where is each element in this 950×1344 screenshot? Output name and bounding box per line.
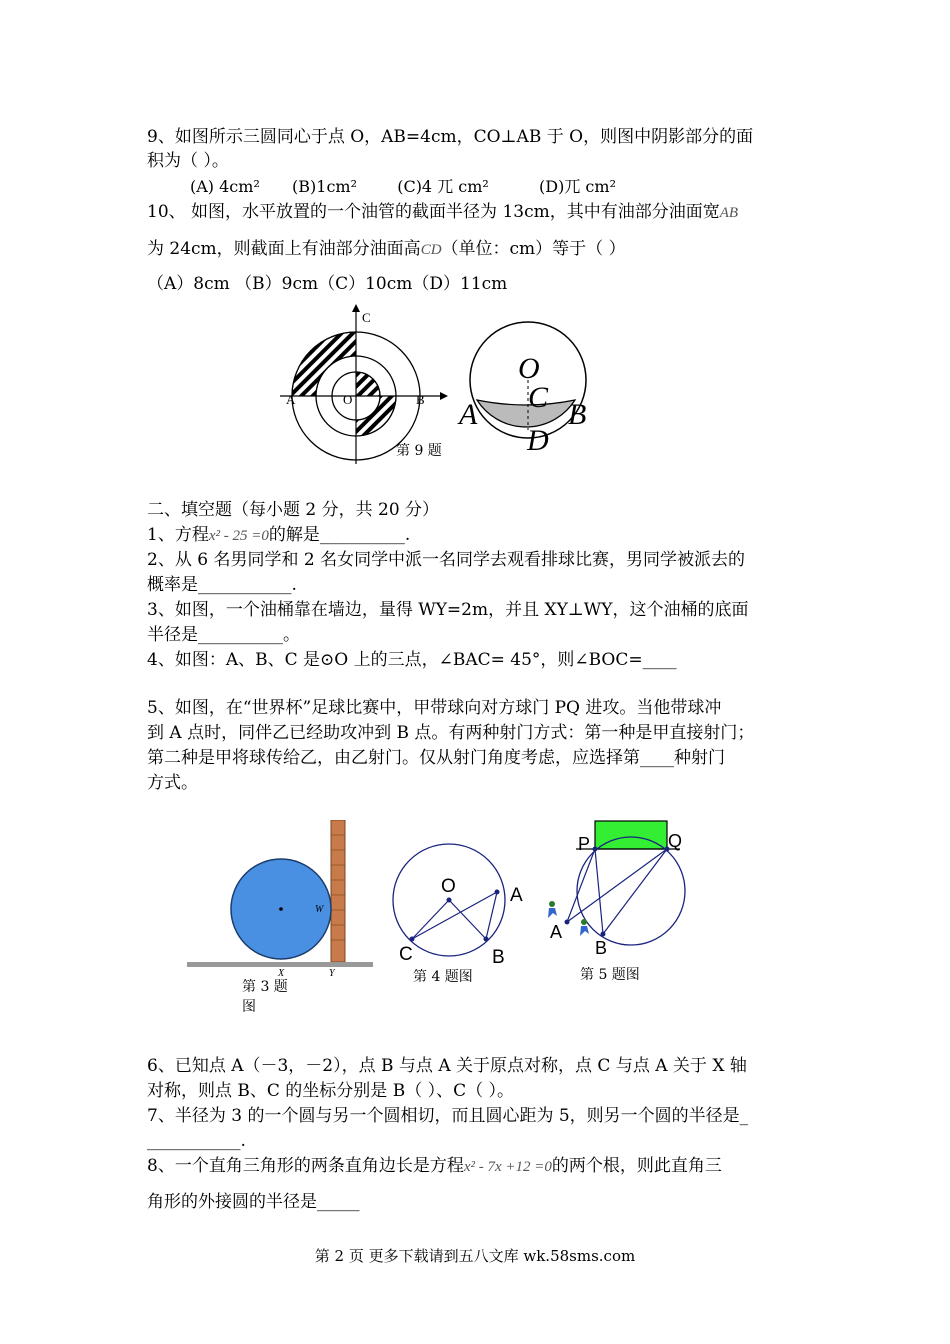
figure-4 xyxy=(385,820,535,970)
fig9-x-arrow xyxy=(440,392,448,400)
fig4-point-c xyxy=(410,937,415,942)
fill-q2-line2: 概率是___________. xyxy=(147,575,297,595)
fill-q5-line2: 到 A 点时，同伴乙已经助攻冲到 B 点。有两种射门方式：第一种是甲直接射门； xyxy=(147,723,755,743)
q10-line2 xyxy=(147,238,626,261)
fig4-point-a xyxy=(495,890,500,895)
q9-option-d: (D)兀 cm² xyxy=(539,177,616,196)
q10-line2-post: （单位：cm）等于（ ） xyxy=(441,239,626,259)
q9-line2: 积为（ ）。 xyxy=(147,151,229,171)
q10-cd-math: CD xyxy=(420,242,442,258)
q9-option-b: (B)1cm² xyxy=(292,177,358,196)
fig5-point-p xyxy=(593,847,598,852)
fig10-label-o: O xyxy=(518,352,540,385)
fill-q2-line1: 2、从 6 名男同学和 2 名女同学中派一名同学去观看排球比赛，男同学被派去的 xyxy=(147,550,746,570)
fig4-label-a: A xyxy=(510,885,523,906)
fig5-point-b xyxy=(601,932,606,937)
fig3-caption-line1: 第 3 题 xyxy=(242,979,288,995)
fill-q1-equation: x² - 25 =0 xyxy=(208,528,269,544)
q10-ab-math: AB xyxy=(719,205,739,221)
fig5-player-a-icon xyxy=(548,901,557,918)
fig5-label-q: Q xyxy=(668,831,683,851)
fig4-point-o xyxy=(447,898,452,903)
fig3-caption-line2: 图 xyxy=(242,999,256,1015)
fill-q3-line1: 3、如图，一个油桶靠在墙边，量得 WY=2m，并且 XY⊥WY，这个油桶的底面 xyxy=(147,600,749,620)
q10-line2-text: 为 24cm，则截面上有油部分油面高 xyxy=(147,239,421,259)
fig4-caption: 第 4 题图 xyxy=(413,969,473,985)
q10-line1 xyxy=(147,201,738,224)
fig4-label-o: O xyxy=(441,876,456,897)
figure-3 xyxy=(185,820,375,980)
fill-q5-line1: 5、如图，在“世界杯”足球比赛中，甲带球向对方球门 PQ 进攻。当他带球冲 xyxy=(147,698,722,718)
fig3-label-w: W xyxy=(315,904,324,915)
fill-q8-line2: 角形的外接圆的半径是_____ xyxy=(147,1192,360,1212)
fill-q6-line2: 对称，则点 B、C 的坐标分别是 B（ ）、C（ ）。 xyxy=(147,1081,515,1101)
q9-option-a: (A) 4cm² xyxy=(190,177,260,196)
fig4-label-b: B xyxy=(492,947,505,968)
fig9-label-c: C xyxy=(362,310,371,325)
fig5-goal xyxy=(595,821,667,849)
figure-10 xyxy=(455,300,605,460)
fill-q1-post: 的解是__________. xyxy=(268,525,411,545)
fill-q4: 4、如图：A、B、C 是⊙O 上的三点，∠BAC= 45°，则∠BOC=____ xyxy=(147,650,677,670)
fig10-label-d: D xyxy=(527,424,549,457)
fig4-point-b xyxy=(484,937,489,942)
fig9-label-b: B xyxy=(416,392,425,407)
q9-line1: 9、如图所示三圆同心于点 O，AB=4cm，CO⊥AB 于 O，则图中阴影部分的面 xyxy=(147,127,754,147)
q9-options xyxy=(190,176,616,198)
fill-q1-text: 1、方程 xyxy=(147,525,209,545)
page-footer: 第 2 页 更多下载请到五八文库 wk.58sms.com xyxy=(314,1247,636,1265)
fig5-label-a: A xyxy=(550,922,563,942)
fig9-shaded-outer xyxy=(292,332,356,396)
fill-q5-line3: 第二种是甲将球传给乙，由乙射门。仅从射门角度考虑，应选择第____种射门 xyxy=(147,748,725,768)
fill-q8-text: 8、一个直角三角形的两条直角边长是方程 xyxy=(147,1156,464,1176)
q9-option-c: (C)4 兀 cm² xyxy=(397,177,489,196)
fill-q7-line2: ___________. xyxy=(147,1131,246,1151)
fig9-label-a: A xyxy=(286,392,296,407)
fig10-label-b: B xyxy=(568,398,587,431)
fig9-y-arrow xyxy=(352,304,360,312)
fig3-label-y: Y xyxy=(329,968,335,979)
fig10-label-c: C xyxy=(528,381,549,414)
fig3-ground xyxy=(187,962,373,967)
fig9-label-o: O xyxy=(343,392,353,407)
q10-options: （A）8cm （B）9cm（C）10cm（D）11cm xyxy=(147,274,508,294)
fill-q7-line1: 7、半径为 3 的一个圆与另一个圆相切，而且圆心距为 5，则另一个圆的半径是_ xyxy=(147,1106,749,1126)
fig3-wall xyxy=(331,820,345,962)
fill-q8-equation: x² - 7x +12 =0 xyxy=(463,1159,552,1175)
fig5-player-b-icon xyxy=(580,919,589,936)
section2-heading: 二、填空题（每小题 2 分，共 20 分） xyxy=(147,500,440,520)
fig3-label-x: X xyxy=(278,968,285,979)
fig5-label-p: P xyxy=(578,834,591,854)
fill-q8-post: 的两个根，则此直角三 xyxy=(551,1156,722,1176)
fig9-caption: 第 9 题 xyxy=(396,443,442,459)
fig4-chords xyxy=(412,892,497,939)
fill-q5-line4: 方式。 xyxy=(147,773,198,793)
fill-q1 xyxy=(147,524,410,547)
q10-line1-text: 10、 如图，水平放置的一个油管的截面半径为 13cm，其中有油部分油面宽 xyxy=(147,202,720,222)
fill-q3-line2: 半径是__________。 xyxy=(147,625,300,645)
fill-q6-line1: 6、已知点 A（－3，－2），点 B 与点 A 关于原点对称，点 C 与点 A 关于 X 轴 xyxy=(147,1056,747,1076)
fig10-oil-segment xyxy=(477,400,575,427)
fig5-label-b: B xyxy=(595,938,608,958)
fig10-label-a: A xyxy=(459,398,478,431)
fig5-caption: 第 5 题图 xyxy=(580,967,640,983)
figure-5 xyxy=(540,815,700,965)
fig3-center-dot xyxy=(279,907,283,911)
fill-q8-line1 xyxy=(147,1155,722,1178)
fig4-label-c: C xyxy=(399,944,413,965)
fig5-point-a xyxy=(565,920,570,925)
